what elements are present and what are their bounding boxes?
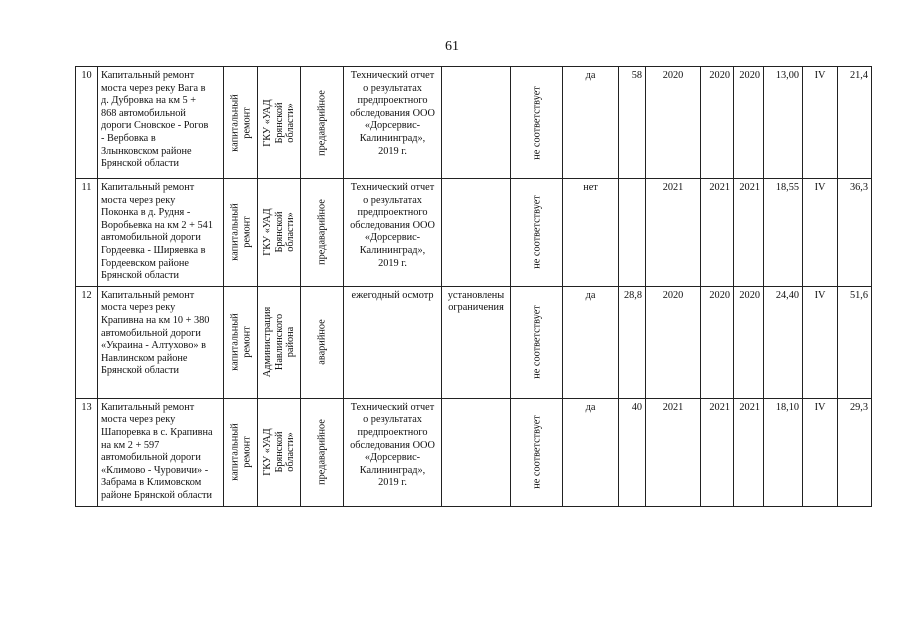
owner-cell-line: Брянской: [273, 431, 285, 473]
row-number: 11: [76, 179, 98, 287]
basis-cell-line: о результатах: [363, 82, 422, 94]
object-name-cell-line: на км 2 + 597: [101, 439, 160, 451]
owner-cell-line: области»: [284, 432, 296, 473]
flag-cell: нет: [563, 179, 619, 287]
basis-cell-line: о результатах: [363, 194, 422, 206]
year-cell: 2020: [646, 67, 701, 179]
owner-cell-text: [262, 429, 297, 476]
basis-cell-line: 2019 г.: [378, 477, 407, 489]
year-cell: 2021: [646, 398, 701, 506]
basis-cell-line: предпроектного: [357, 95, 428, 107]
object-name-cell: [98, 286, 224, 398]
flag-cell: да: [563, 67, 619, 179]
object-name-cell-line: моста через реку: [101, 302, 176, 314]
object-name-cell-line: Навлинском районе: [101, 352, 188, 364]
condition-cell-text: предаварийное: [316, 419, 328, 486]
owner-cell-line: Навлинского: [273, 314, 285, 371]
basis-cell-line: обследования ООО: [350, 439, 435, 451]
year-cell: 2021: [734, 179, 764, 287]
owner-cell-text: [262, 307, 297, 377]
note-cell: [442, 67, 511, 179]
object-name-cell-line: «Климово - Чуровичи» -: [101, 464, 209, 476]
cost-cell: 18,10: [764, 398, 803, 506]
object-name-cell: [98, 179, 224, 287]
compliance-cell-text: не соответствует: [530, 415, 542, 490]
basis-cell-line: Технический отчет: [350, 182, 435, 193]
basis-cell-line: предпроектного: [357, 207, 428, 219]
table-row: [76, 67, 872, 179]
work-type-cell-text: [229, 424, 252, 481]
compliance-cell-text: не соответствует: [530, 85, 542, 160]
basis-cell-line: Технический отчет: [350, 401, 435, 413]
owner-cell-text: [262, 99, 297, 146]
category-cell: IV: [803, 398, 838, 506]
work-type-cell: [224, 179, 258, 287]
compliance-cell: [511, 67, 563, 179]
basis-cell-line: 2019 г.: [378, 257, 407, 269]
object-name-cell-line: Брянской области: [101, 270, 180, 282]
work-type-cell-line: ремонт: [240, 436, 252, 468]
basis-cell-line: Калининград»,: [359, 132, 426, 144]
row-number: 10: [76, 67, 98, 179]
work-type-cell-line: ремонт: [240, 216, 252, 249]
basis-cell: [344, 179, 442, 287]
year-cell: 2020: [734, 67, 764, 179]
owner-cell-line: ГКУ «УАД: [261, 428, 273, 476]
compliance-cell-text: не соответствует: [530, 305, 542, 380]
owner-cell: [258, 67, 301, 179]
object-name-cell-line: Воробьевка на км 2 + 541: [101, 219, 213, 231]
basis-cell-line: Технический отчет: [350, 70, 435, 81]
value-cell: 36,3: [838, 179, 872, 287]
length-cell: 58: [619, 67, 646, 179]
basis-cell-line: «Дорсервис-: [364, 452, 421, 464]
object-name-cell-line: Злынковском районе: [101, 145, 192, 157]
object-name-cell-line: Забрама в Климовском: [101, 477, 202, 489]
object-name-cell-line: Капитальный ремонт: [101, 401, 195, 413]
condition-cell: [301, 398, 344, 506]
page-number: 61: [445, 39, 459, 54]
value-cell: 21,4: [838, 67, 872, 179]
basis-cell-line: обследования ООО: [350, 219, 435, 231]
condition-cell-text: аварийное: [316, 319, 328, 365]
object-name-cell-line: Поконка в д. Рудня -: [101, 207, 191, 219]
work-type-cell: [224, 286, 258, 398]
object-name-cell-line: моста через реку: [101, 414, 176, 426]
work-type-cell-text: [229, 94, 252, 151]
object-name-cell-line: дороги Сновское - Рогов: [101, 120, 209, 132]
compliance-cell-text: не соответствует: [530, 195, 542, 270]
condition-cell-text: предаварийное: [316, 89, 328, 156]
compliance-cell: [511, 398, 563, 506]
compliance-cell: [511, 286, 563, 398]
basis-cell-line: «Дорсервис-: [364, 232, 421, 244]
owner-cell-line: Брянской: [273, 211, 285, 253]
object-name-cell-line: 868 автомобильной: [101, 107, 186, 119]
owner-cell-line: Администрация: [261, 307, 273, 378]
object-name-cell: [98, 398, 224, 506]
row-number: 13: [76, 398, 98, 506]
note-cell-line: установлены: [447, 289, 505, 301]
owner-cell: [258, 398, 301, 506]
basis-cell-line: обследования ООО: [350, 107, 435, 119]
note-cell: [442, 398, 511, 506]
bridge-repair-table: [75, 66, 872, 507]
object-name-cell-line: моста через реку Вага в: [101, 82, 206, 94]
condition-cell: [301, 67, 344, 179]
object-name-cell-line: автомобильной дороги: [101, 452, 201, 464]
basis-cell: [344, 67, 442, 179]
value-cell: 29,3: [838, 398, 872, 506]
basis-cell-line: «Дорсервис-: [364, 120, 421, 132]
object-name-cell-line: Брянской области: [101, 158, 180, 170]
work-type-cell-line: капитальный: [229, 203, 240, 262]
cost-cell: 24,40: [764, 286, 803, 398]
object-name-cell-line: Гордеевском районе: [101, 257, 189, 269]
compliance-cell: [511, 179, 563, 287]
object-name-cell-line: Шапоревка в с. Крапивна: [101, 426, 213, 438]
work-type-cell-text: [229, 314, 252, 371]
basis-cell-line: ежегодный осмотр: [351, 289, 434, 301]
value-cell: 51,6: [838, 286, 872, 398]
category-cell: IV: [803, 286, 838, 398]
object-name-cell-line: районе Брянской области: [101, 489, 213, 501]
object-name-cell-line: д. Дубровка на км 5 +: [101, 95, 197, 107]
cost-cell: 18,55: [764, 179, 803, 287]
flag-cell: да: [563, 398, 619, 506]
cost-cell: 13,00: [764, 67, 803, 179]
owner-cell-text: [262, 209, 297, 256]
object-name-cell-line: Гордеевка - Ширяевка в: [101, 244, 206, 256]
object-name-cell-line: Брянской области: [101, 365, 180, 377]
work-type-cell-line: ремонт: [240, 326, 252, 358]
work-type-cell-line: капитальный: [229, 93, 240, 152]
year-cell: 2020: [701, 286, 734, 398]
object-name-cell-line: Капитальный ремонт: [101, 70, 195, 81]
object-name-cell-line: автомобильной дороги: [101, 232, 201, 244]
year-cell: 2020: [646, 286, 701, 398]
basis-cell-line: предпроектного: [357, 426, 428, 438]
flag-cell: да: [563, 286, 619, 398]
year-cell: 2021: [646, 179, 701, 287]
table-row: [76, 398, 872, 506]
basis-cell: [344, 286, 442, 398]
owner-cell-line: области»: [284, 102, 296, 143]
object-name-cell-line: Капитальный ремонт: [101, 289, 195, 301]
basis-cell-line: 2019 г.: [378, 145, 407, 157]
category-cell: IV: [803, 67, 838, 179]
note-cell: [442, 179, 511, 287]
table-row: [76, 179, 872, 287]
note-cell: [442, 286, 511, 398]
object-name-cell-line: автомобильной дороги: [101, 327, 201, 339]
owner-cell-line: Брянской: [273, 101, 285, 144]
condition-cell: [301, 286, 344, 398]
owner-cell-line: ГКУ «УАД: [261, 208, 273, 257]
work-type-cell: [224, 67, 258, 179]
work-type-cell-line: ремонт: [240, 106, 252, 139]
note-cell-line: ограничения: [448, 302, 504, 314]
object-name-cell-line: Капитальный ремонт: [101, 182, 195, 193]
basis-cell: [344, 398, 442, 506]
work-type-cell: [224, 398, 258, 506]
object-name-cell-line: «Украина - Алтухово» в: [101, 340, 206, 352]
owner-cell: [258, 179, 301, 287]
basis-cell-line: Калининград»,: [359, 244, 426, 256]
year-cell: 2021: [701, 398, 734, 506]
condition-cell-text: предаварийное: [316, 199, 328, 266]
basis-cell-line: Калининград»,: [359, 464, 426, 476]
owner-cell: [258, 286, 301, 398]
object-name-cell-line: моста через реку: [101, 194, 176, 206]
work-type-cell-line: капитальный: [229, 313, 240, 371]
row-number: 12: [76, 286, 98, 398]
owner-cell-line: района: [284, 327, 296, 358]
object-name-cell-line: Крапивна на км 10 + 380: [101, 314, 210, 326]
object-name-cell-line: - Вербовка в: [101, 132, 156, 144]
basis-cell-line: о результатах: [363, 414, 422, 426]
work-type-cell-line: капитальный: [229, 423, 240, 481]
year-cell: 2021: [701, 179, 734, 287]
year-cell: 2020: [734, 286, 764, 398]
category-cell: IV: [803, 179, 838, 287]
object-name-cell: [98, 67, 224, 179]
owner-cell-line: ГКУ «УАД: [261, 98, 273, 147]
length-cell: [619, 179, 646, 287]
condition-cell: [301, 179, 344, 287]
owner-cell-line: области»: [284, 212, 296, 253]
length-cell: 40: [619, 398, 646, 506]
year-cell: 2020: [701, 67, 734, 179]
year-cell: 2021: [734, 398, 764, 506]
work-type-cell-text: [229, 204, 252, 261]
length-cell: 28,8: [619, 286, 646, 398]
table-row: [76, 286, 872, 398]
